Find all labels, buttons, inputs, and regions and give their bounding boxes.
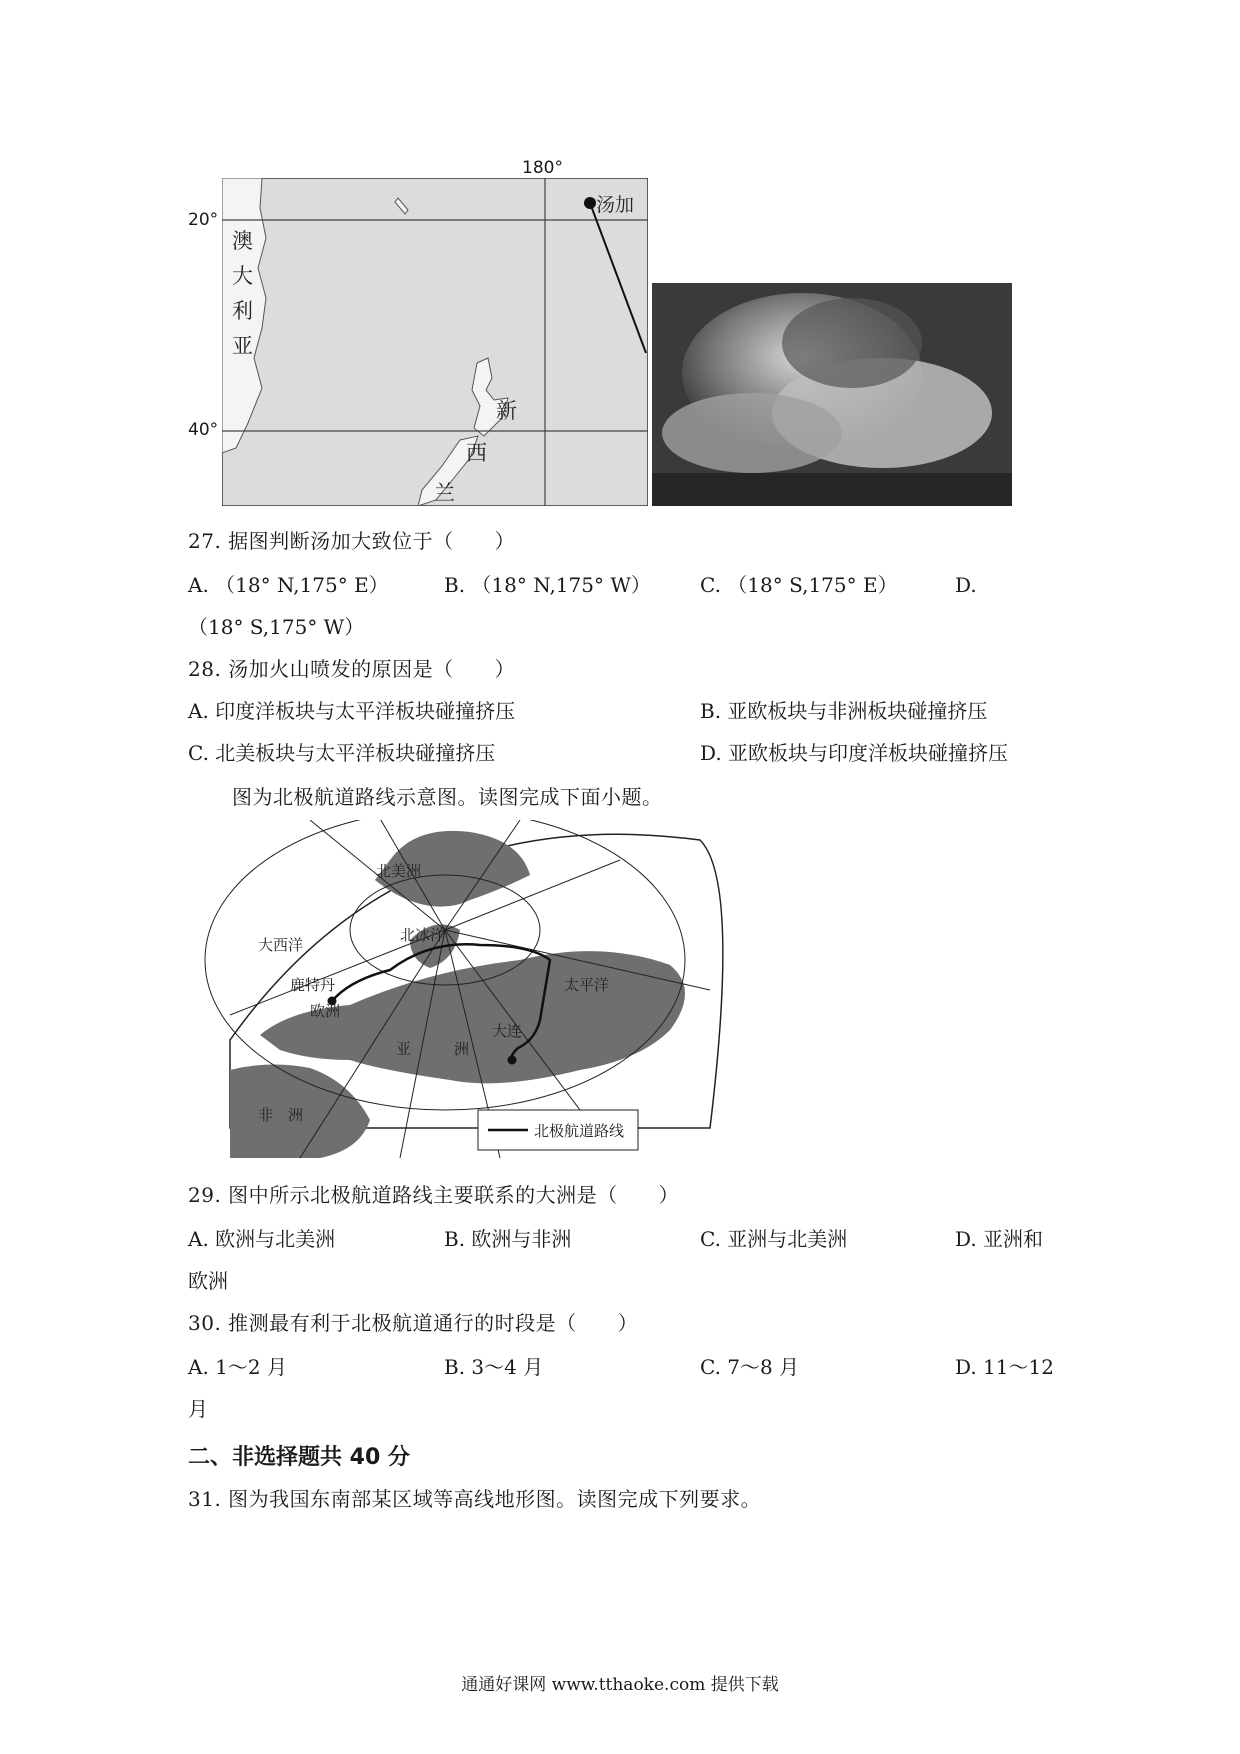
latitude-20-label: 20° — [188, 210, 219, 230]
label-arctic: 北冰洋 — [400, 926, 446, 944]
label-rotterdam: 鹿特丹 — [290, 976, 336, 994]
q30-option-b[interactable]: B. 3～4 月 — [444, 1355, 544, 1379]
arctic-intro: 图为北极航道路线示意图。读图完成下面小题。 — [232, 785, 663, 809]
label-europe: 欧洲 — [310, 1002, 341, 1020]
q28-option-d[interactable]: D. 亚欧板块与印度洋板块碰撞挤压 — [700, 741, 1009, 765]
q27-stem: 27. 据图判断汤加大致位于（ ） — [188, 529, 516, 553]
q28-stem: 28. 汤加火山喷发的原因是（ ） — [188, 657, 516, 681]
q27-option-b[interactable]: B. （18° N,175° W） — [444, 573, 651, 597]
q28-option-c[interactable]: C. 北美板块与太平洋板块碰撞挤压 — [188, 741, 496, 765]
australia-char-2: 大 — [232, 264, 253, 288]
q27-option-d-wrap: （18° S,175° W） — [188, 615, 365, 639]
label-pacific: 太平洋 — [564, 976, 610, 994]
australia-char-1: 澳 — [232, 229, 253, 253]
australia-char-3: 利 — [232, 299, 253, 323]
label-asia-1: 亚 — [396, 1040, 412, 1058]
newzealand-char-1: 新 — [496, 399, 517, 423]
australia-char-4: 亚 — [232, 334, 253, 358]
q30-stem: 30. 推测最有利于北极航道通行的时段是（ ） — [188, 1311, 639, 1335]
q28-option-a[interactable]: A. 印度洋板块与太平洋板块碰撞挤压 — [188, 699, 516, 723]
arctic-route-map — [200, 820, 760, 1160]
label-asia-2: 洲 — [454, 1040, 470, 1058]
volcano-eruption-photo — [652, 283, 1012, 506]
q30-option-c[interactable]: C. 7～8 月 — [700, 1355, 800, 1379]
q27-option-a[interactable]: A. （18° N,175° E） — [188, 573, 389, 597]
page-footer: 通通好课网 www.tthaoke.com 提供下载 — [461, 1675, 779, 1695]
tonga-location-map — [222, 178, 648, 506]
q29-stem: 29. 图中所示北极航道路线主要联系的大洲是（ ） — [188, 1183, 680, 1207]
label-north-america: 北美洲 — [376, 862, 422, 880]
legend-label: 北极航道路线 — [534, 1122, 625, 1140]
q28-option-b[interactable]: B. 亚欧板块与非洲板块碰撞挤压 — [700, 699, 988, 723]
q30-option-d-wrap: 月 — [188, 1397, 208, 1421]
label-dalian: 大连 — [492, 1022, 523, 1040]
longitude-180-label: 180° — [522, 158, 563, 178]
q27-option-c[interactable]: C. （18° S,175° E） — [700, 573, 898, 597]
newzealand-char-2: 西 — [466, 441, 487, 465]
q29-option-d-wrap: 欧洲 — [188, 1269, 228, 1293]
dalian-marker — [508, 1056, 517, 1065]
q29-option-c[interactable]: C. 亚洲与北美洲 — [700, 1227, 848, 1251]
section-two-heading: 二、非选择题共 40 分 — [188, 1445, 410, 1470]
q31-stem: 31. 图为我国东南部某区域等高线地形图。读图完成下列要求。 — [188, 1487, 762, 1511]
q29-option-b[interactable]: B. 欧洲与非洲 — [444, 1227, 572, 1251]
label-atlantic: 大西洋 — [258, 936, 304, 954]
q30-option-a[interactable]: A. 1～2 月 — [188, 1355, 287, 1379]
newzealand-char-3: 兰 — [434, 481, 455, 505]
q30-option-d[interactable]: D. 11～12 — [955, 1355, 1054, 1379]
latitude-40-label: 40° — [188, 420, 219, 440]
q29-option-d[interactable]: D. 亚洲和 — [955, 1227, 1044, 1251]
q29-option-a[interactable]: A. 欧洲与北美洲 — [188, 1227, 336, 1251]
q27-option-d[interactable]: D. — [955, 573, 977, 597]
tonga-label: 汤加 — [596, 194, 635, 216]
label-africa-2: 洲 — [288, 1106, 304, 1124]
label-africa-1: 非 — [258, 1106, 274, 1124]
